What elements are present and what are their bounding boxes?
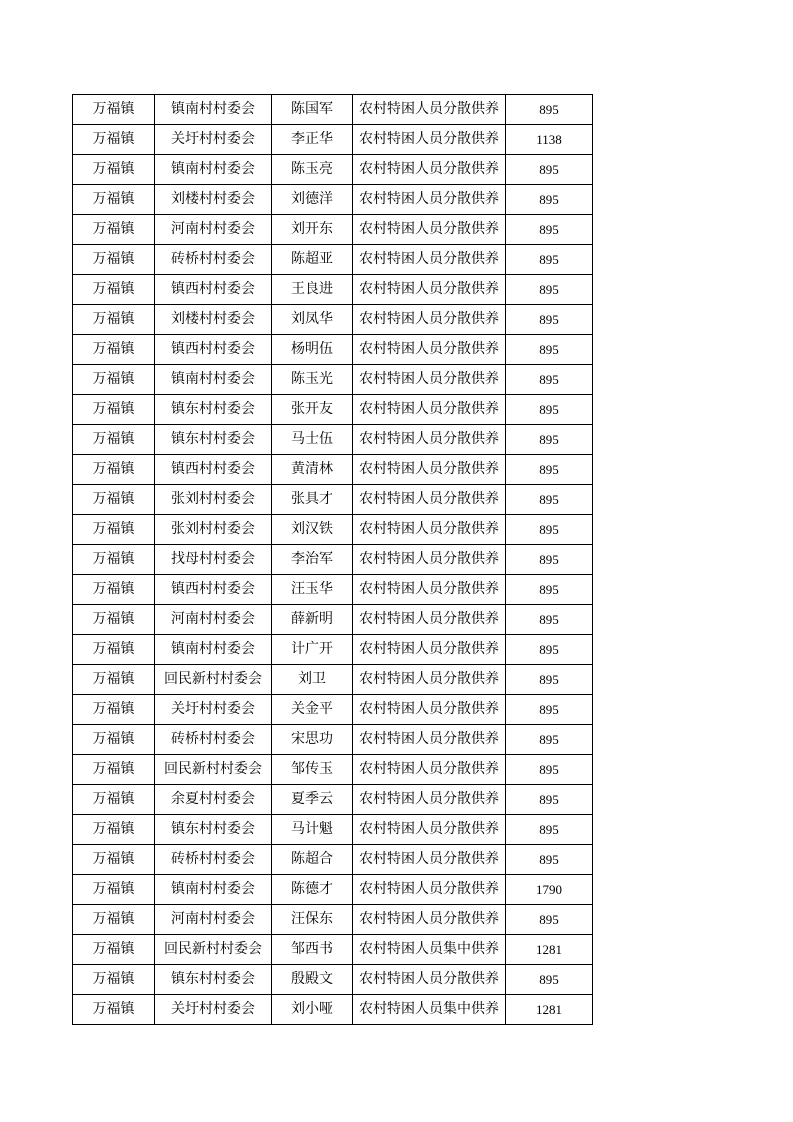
- name-cell: 刘开东: [272, 215, 353, 245]
- amount-cell: 895: [506, 695, 593, 725]
- village-cell: 回民新村村委会: [155, 935, 272, 965]
- type-cell: 农村特困人员分散供养: [353, 575, 506, 605]
- amount-cell: 895: [506, 635, 593, 665]
- village-cell: 河南村村委会: [155, 215, 272, 245]
- town-cell: 万福镇: [73, 155, 155, 185]
- town-cell: 万福镇: [73, 725, 155, 755]
- name-cell: 宋思功: [272, 725, 353, 755]
- village-cell: 刘楼村村委会: [155, 305, 272, 335]
- type-cell: 农村特困人员分散供养: [353, 305, 506, 335]
- table-row: [73, 125, 593, 155]
- table-row: [73, 875, 593, 905]
- town-cell: 万福镇: [73, 815, 155, 845]
- town-cell: 万福镇: [73, 245, 155, 275]
- village-cell: 关圩村村委会: [155, 125, 272, 155]
- type-cell: 农村特困人员分散供养: [353, 725, 506, 755]
- amount-cell: 895: [506, 95, 593, 125]
- table-row: [73, 785, 593, 815]
- type-cell: 农村特困人员分散供养: [353, 425, 506, 455]
- village-cell: 镇西村村委会: [155, 575, 272, 605]
- village-cell: 河南村村委会: [155, 605, 272, 635]
- name-cell: 杨明伍: [272, 335, 353, 365]
- name-cell: 黄清林: [272, 455, 353, 485]
- village-cell: 镇东村村委会: [155, 425, 272, 455]
- name-cell: 张具才: [272, 485, 353, 515]
- amount-cell: 1790: [506, 875, 593, 905]
- type-cell: 农村特困人员分散供养: [353, 545, 506, 575]
- village-cell: 镇西村村委会: [155, 335, 272, 365]
- name-cell: 刘卫: [272, 665, 353, 695]
- name-cell: 夏季云: [272, 785, 353, 815]
- table-row: [73, 245, 593, 275]
- relief-table: [72, 94, 593, 1025]
- amount-cell: 1138: [506, 125, 593, 155]
- name-cell: 薛新明: [272, 605, 353, 635]
- amount-cell: 895: [506, 185, 593, 215]
- name-cell: 陈超合: [272, 845, 353, 875]
- village-cell: 张刘村村委会: [155, 515, 272, 545]
- village-cell: 回民新村村委会: [155, 665, 272, 695]
- village-cell: 砖桥村村委会: [155, 845, 272, 875]
- amount-cell: 895: [506, 425, 593, 455]
- table-row: [73, 455, 593, 485]
- type-cell: 农村特困人员分散供养: [353, 215, 506, 245]
- type-cell: 农村特困人员分散供养: [353, 905, 506, 935]
- town-cell: 万福镇: [73, 545, 155, 575]
- name-cell: 张开友: [272, 395, 353, 425]
- table-row: [73, 755, 593, 785]
- village-cell: 镇西村村委会: [155, 455, 272, 485]
- name-cell: 马计魁: [272, 815, 353, 845]
- type-cell: 农村特困人员分散供养: [353, 155, 506, 185]
- village-cell: 关圩村村委会: [155, 995, 272, 1025]
- village-cell: 镇南村村委会: [155, 875, 272, 905]
- type-cell: 农村特困人员分散供养: [353, 95, 506, 125]
- type-cell: 农村特困人员分散供养: [353, 635, 506, 665]
- village-cell: 关圩村村委会: [155, 695, 272, 725]
- amount-cell: 1281: [506, 995, 593, 1025]
- amount-cell: 895: [506, 575, 593, 605]
- amount-cell: 895: [506, 365, 593, 395]
- village-cell: 砖桥村村委会: [155, 245, 272, 275]
- town-cell: 万福镇: [73, 305, 155, 335]
- table-row: [73, 575, 593, 605]
- table-row: [73, 845, 593, 875]
- name-cell: 马士伍: [272, 425, 353, 455]
- town-cell: 万福镇: [73, 965, 155, 995]
- type-cell: 农村特困人员分散供养: [353, 515, 506, 545]
- type-cell: 农村特困人员集中供养: [353, 995, 506, 1025]
- amount-cell: 895: [506, 275, 593, 305]
- town-cell: 万福镇: [73, 425, 155, 455]
- name-cell: 关金平: [272, 695, 353, 725]
- town-cell: 万福镇: [73, 365, 155, 395]
- amount-cell: 895: [506, 725, 593, 755]
- table-body: [73, 95, 593, 1025]
- name-cell: 刘德洋: [272, 185, 353, 215]
- type-cell: 农村特困人员分散供养: [353, 785, 506, 815]
- type-cell: 农村特困人员分散供养: [353, 845, 506, 875]
- village-cell: 余夏村村委会: [155, 785, 272, 815]
- type-cell: 农村特困人员分散供养: [353, 485, 506, 515]
- type-cell: 农村特困人员分散供养: [353, 875, 506, 905]
- town-cell: 万福镇: [73, 845, 155, 875]
- table-row: [73, 515, 593, 545]
- table-row: [73, 635, 593, 665]
- table-row: [73, 305, 593, 335]
- name-cell: 陈玉亮: [272, 155, 353, 185]
- type-cell: 农村特困人员分散供养: [353, 455, 506, 485]
- table-row: [73, 935, 593, 965]
- table-row: [73, 335, 593, 365]
- table-row: [73, 395, 593, 425]
- amount-cell: 1281: [506, 935, 593, 965]
- type-cell: 农村特困人员分散供养: [353, 965, 506, 995]
- table-row: [73, 365, 593, 395]
- amount-cell: 895: [506, 395, 593, 425]
- table-row: [73, 815, 593, 845]
- town-cell: 万福镇: [73, 875, 155, 905]
- name-cell: 邹西书: [272, 935, 353, 965]
- type-cell: 农村特困人员分散供养: [353, 275, 506, 305]
- table-row: [73, 95, 593, 125]
- name-cell: 刘凤华: [272, 305, 353, 335]
- town-cell: 万福镇: [73, 125, 155, 155]
- village-cell: 张刘村村委会: [155, 485, 272, 515]
- amount-cell: 895: [506, 905, 593, 935]
- amount-cell: 895: [506, 455, 593, 485]
- name-cell: 邹传玉: [272, 755, 353, 785]
- table-row: [73, 995, 593, 1025]
- table-row: [73, 665, 593, 695]
- table-row: [73, 215, 593, 245]
- town-cell: 万福镇: [73, 905, 155, 935]
- village-cell: 回民新村村委会: [155, 755, 272, 785]
- table-row: [73, 275, 593, 305]
- data-sheet: [72, 94, 593, 1025]
- town-cell: 万福镇: [73, 695, 155, 725]
- village-cell: 河南村村委会: [155, 905, 272, 935]
- amount-cell: 895: [506, 845, 593, 875]
- town-cell: 万福镇: [73, 515, 155, 545]
- table-row: [73, 965, 593, 995]
- town-cell: 万福镇: [73, 665, 155, 695]
- village-cell: 镇东村村委会: [155, 395, 272, 425]
- name-cell: 李正华: [272, 125, 353, 155]
- type-cell: 农村特困人员分散供养: [353, 815, 506, 845]
- type-cell: 农村特困人员分散供养: [353, 755, 506, 785]
- name-cell: 王良进: [272, 275, 353, 305]
- type-cell: 农村特困人员分散供养: [353, 395, 506, 425]
- name-cell: 陈国军: [272, 95, 353, 125]
- table-row: [73, 725, 593, 755]
- type-cell: 农村特困人员分散供养: [353, 125, 506, 155]
- amount-cell: 895: [506, 815, 593, 845]
- town-cell: 万福镇: [73, 935, 155, 965]
- type-cell: 农村特困人员分散供养: [353, 695, 506, 725]
- amount-cell: 895: [506, 755, 593, 785]
- amount-cell: 895: [506, 515, 593, 545]
- amount-cell: 895: [506, 215, 593, 245]
- town-cell: 万福镇: [73, 95, 155, 125]
- amount-cell: 895: [506, 665, 593, 695]
- amount-cell: 895: [506, 785, 593, 815]
- name-cell: 刘小哑: [272, 995, 353, 1025]
- table-row: [73, 695, 593, 725]
- town-cell: 万福镇: [73, 335, 155, 365]
- table-row: [73, 605, 593, 635]
- table-row: [73, 485, 593, 515]
- town-cell: 万福镇: [73, 635, 155, 665]
- village-cell: 镇南村村委会: [155, 365, 272, 395]
- amount-cell: 895: [506, 965, 593, 995]
- type-cell: 农村特困人员分散供养: [353, 605, 506, 635]
- town-cell: 万福镇: [73, 755, 155, 785]
- town-cell: 万福镇: [73, 485, 155, 515]
- name-cell: 计广开: [272, 635, 353, 665]
- town-cell: 万福镇: [73, 185, 155, 215]
- village-cell: 镇南村村委会: [155, 635, 272, 665]
- town-cell: 万福镇: [73, 995, 155, 1025]
- town-cell: 万福镇: [73, 395, 155, 425]
- type-cell: 农村特困人员分散供养: [353, 365, 506, 395]
- amount-cell: 895: [506, 245, 593, 275]
- name-cell: 陈德才: [272, 875, 353, 905]
- table-row: [73, 905, 593, 935]
- village-cell: 镇南村村委会: [155, 155, 272, 185]
- name-cell: 陈超亚: [272, 245, 353, 275]
- town-cell: 万福镇: [73, 275, 155, 305]
- table-row: [73, 545, 593, 575]
- town-cell: 万福镇: [73, 785, 155, 815]
- amount-cell: 895: [506, 605, 593, 635]
- village-cell: 砖桥村村委会: [155, 725, 272, 755]
- name-cell: 汪保东: [272, 905, 353, 935]
- village-cell: 找母村村委会: [155, 545, 272, 575]
- name-cell: 殷殿文: [272, 965, 353, 995]
- village-cell: 镇南村村委会: [155, 95, 272, 125]
- name-cell: 陈玉光: [272, 365, 353, 395]
- amount-cell: 895: [506, 485, 593, 515]
- table-row: [73, 185, 593, 215]
- table-row: [73, 425, 593, 455]
- type-cell: 农村特困人员分散供养: [353, 245, 506, 275]
- type-cell: 农村特困人员分散供养: [353, 335, 506, 365]
- village-cell: 镇西村村委会: [155, 275, 272, 305]
- village-cell: 镇东村村委会: [155, 815, 272, 845]
- type-cell: 农村特困人员分散供养: [353, 185, 506, 215]
- name-cell: 刘汉铁: [272, 515, 353, 545]
- type-cell: 农村特困人员集中供养: [353, 935, 506, 965]
- table-row: [73, 155, 593, 185]
- town-cell: 万福镇: [73, 455, 155, 485]
- type-cell: 农村特困人员分散供养: [353, 665, 506, 695]
- village-cell: 镇东村村委会: [155, 965, 272, 995]
- town-cell: 万福镇: [73, 215, 155, 245]
- village-cell: 刘楼村村委会: [155, 185, 272, 215]
- name-cell: 李治军: [272, 545, 353, 575]
- name-cell: 汪玉华: [272, 575, 353, 605]
- town-cell: 万福镇: [73, 575, 155, 605]
- town-cell: 万福镇: [73, 605, 155, 635]
- amount-cell: 895: [506, 545, 593, 575]
- amount-cell: 895: [506, 305, 593, 335]
- amount-cell: 895: [506, 335, 593, 365]
- amount-cell: 895: [506, 155, 593, 185]
